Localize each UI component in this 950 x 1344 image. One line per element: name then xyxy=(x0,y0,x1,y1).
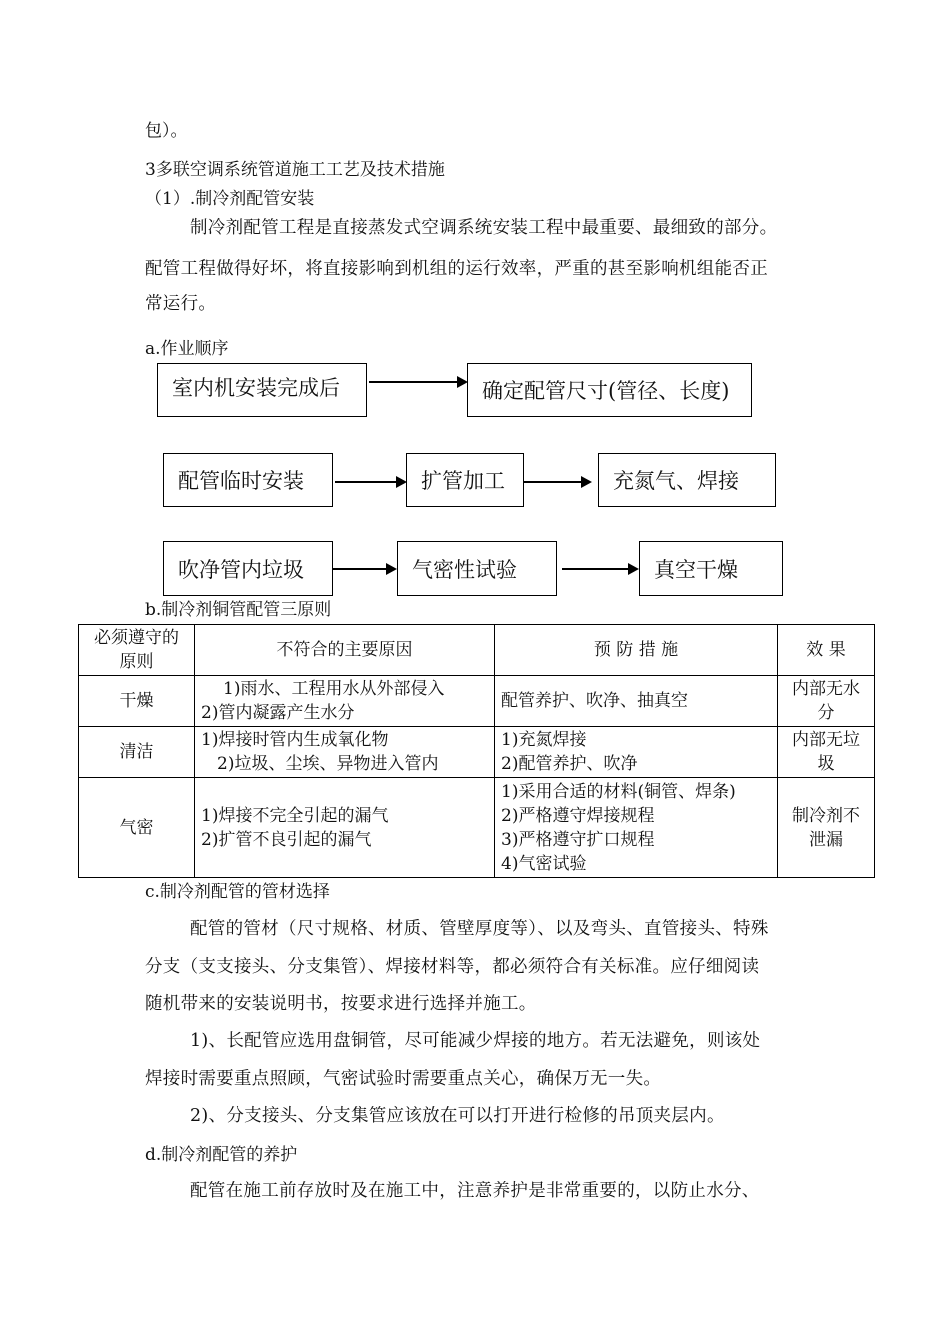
pipe-maintenance-title: d.制冷剂配管的养护 xyxy=(145,1145,298,1165)
paragraph-continuation: 包）。 xyxy=(145,121,188,141)
header-effect: 效 果 xyxy=(778,625,875,676)
arrow-icon xyxy=(562,568,637,570)
effect-cell: 内部无垃 圾 xyxy=(778,727,875,778)
flow-step-temporary-install: 配管临时安装 xyxy=(163,453,333,507)
three-principles-title: b.制冷剂铜管配管三原则 xyxy=(145,600,332,620)
pipe-material-line-1: 配管的管材（尺寸规格、材质、管壁厚度等）、以及弯头、直管接头、特殊 xyxy=(190,919,769,939)
flow-step-flaring: 扩管加工 xyxy=(406,453,524,507)
arrow-icon xyxy=(524,481,590,483)
item-1-line-2: 焊接时需要重点照顾，气密试验时需要重点关心，确保万无一失。 xyxy=(145,1069,662,1089)
item-2-line-1: 2)、分支接头、分支集管应该放在可以打开进行检修的吊顶夹层内。 xyxy=(190,1106,725,1126)
header-measures: 预 防 措 施 xyxy=(495,625,778,676)
causes-cell: 1)雨水、工程用水从外部侵入 2)管内凝露产生水分 xyxy=(195,676,495,727)
arrow-icon xyxy=(369,381,466,383)
maintenance-line-1: 配管在施工前存放时及在施工中，注意养护是非常重要的，以防止水分、 xyxy=(190,1181,760,1201)
section-heading: 3多联空调系统管道施工工艺及技术措施 xyxy=(145,160,445,180)
flow-step-vacuum-drying: 真空干燥 xyxy=(639,541,783,596)
flow-step-determine-pipe-size: 确定配管尺寸(管径、长度) xyxy=(467,363,752,417)
pipe-material-line-2: 分支（支支接头、分支集管）、焊接材料等，都必须符合有关标准。应仔细阅读 xyxy=(145,957,760,977)
arrow-icon xyxy=(335,481,405,483)
effect-cell: 制冷剂不 泄漏 xyxy=(778,778,875,878)
intro-paragraph-line-1: 制冷剂配管工程是直接蒸发式空调系统安装工程中最重要、最细致的部分。 xyxy=(190,218,778,238)
pipe-material-title: c.制冷剂配管的管材选择 xyxy=(145,882,330,902)
intro-paragraph-line-3: 常运行。 xyxy=(145,294,217,314)
table-row xyxy=(79,727,875,778)
pipe-material-line-3: 随机带来的安装说明书，按要求进行选择并施工。 xyxy=(145,994,537,1014)
three-principles-table xyxy=(78,624,875,878)
item-1-line-1: 1)、长配管应选用盘铜管，尽可能减少焊接的地方。若无法避免，则该处 xyxy=(190,1031,761,1051)
principle-cell: 气密 xyxy=(79,778,195,878)
arrow-icon xyxy=(333,568,395,570)
flow-step-airtight-test: 气密性试验 xyxy=(397,541,557,596)
principle-cell: 清洁 xyxy=(79,727,195,778)
flow-step-blow-clean: 吹净管内垃圾 xyxy=(163,541,333,596)
flow-step-nitrogen-welding: 充氮气、焊接 xyxy=(598,453,776,507)
causes-cell: 1)焊接不完全引起的漏气 2)扩管不良引起的漏气 xyxy=(195,778,495,878)
causes-cell: 1)焊接时管内生成氧化物 2)垃圾、尘埃、异物进入管内 xyxy=(195,727,495,778)
work-order-title: a.作业顺序 xyxy=(145,339,229,359)
table-row xyxy=(79,676,875,727)
effect-cell: 内部无水 分 xyxy=(778,676,875,727)
header-causes: 不符合的主要原因 xyxy=(195,625,495,676)
table-row xyxy=(79,778,875,878)
header-principle: 必须遵守的 原则 xyxy=(79,625,195,676)
measures-cell: 1)充氮焊接 2)配管养护、吹净 xyxy=(495,727,778,778)
measures-cell: 1)采用合适的材料(铜管、焊条) 2)严格遵守焊接规程 3)严格遵守扩口规程 4)气密试验 xyxy=(495,778,778,878)
flow-step-indoor-unit-installed: 室内机安装完成后 xyxy=(157,363,367,417)
measures-cell: 配管养护、吹净、抽真空 xyxy=(495,676,778,727)
subsection-heading: （1）.制冷剂配管安装 xyxy=(145,189,315,209)
principle-cell: 干燥 xyxy=(79,676,195,727)
intro-paragraph-line-2: 配管工程做得好坏，将直接影响到机组的运行效率，严重的甚至影响机组能否正 xyxy=(145,259,768,279)
table-header-row xyxy=(79,625,875,676)
